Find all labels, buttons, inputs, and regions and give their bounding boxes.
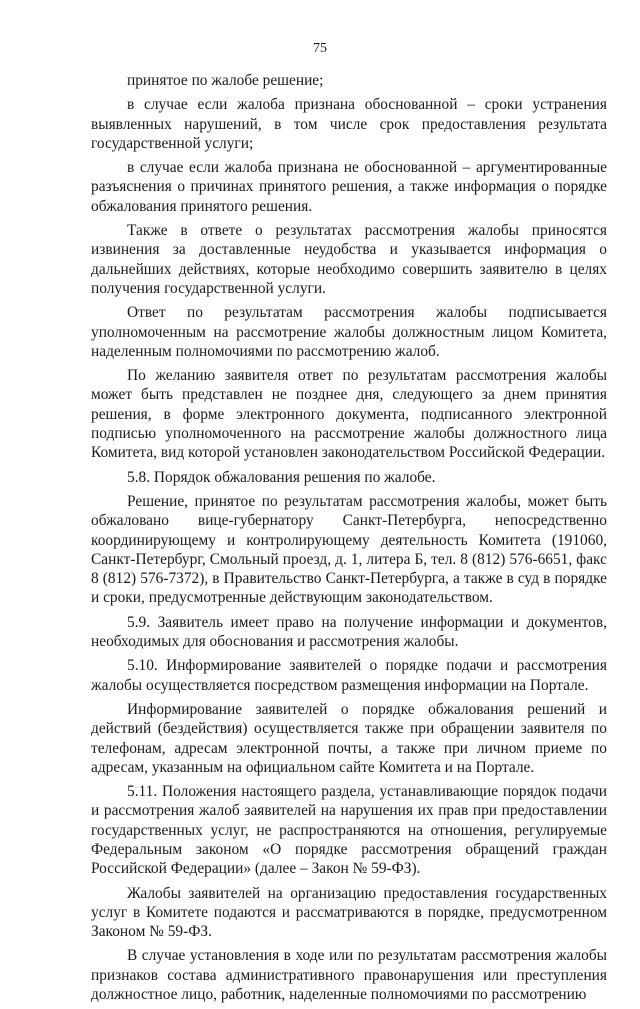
paragraph: 5.11. Положения настоящего раздела, устанавливающие порядок подачи и рассмотрения жалоб заявителей на нарушения их прав при предоставлении государственных услуг, не распространяются на отношения, регулируемые Федеральным законом «О порядке рассмотрения обращений граждан Российской Федерации» (далее – Закон № 59-ФЗ).	[91, 783, 607, 878]
document-body	[91, 71, 607, 1009]
paragraph: Также в ответе о результатах рассмотрения жалобы приносятся извинения за доставленные неудобства и указывается информация о дальнейших действиях, которые необходимо совершить заявителю в целях получения государственной услуги.	[91, 222, 607, 297]
paragraph: Решение, принятое по результатам рассмотрения жалобы, может быть обжаловано вице-губернатору Санкт-Петербурга, непосредственно координирующему и контролирующему деятельность Комитета (191060, Санкт-Петербург, Смольный проезд, д. 1, литера Б, тел. 8 (812) 576-6651, факс 8 (812) 576-7372), в Правительство Санкт-Петербурга, а также в суд в порядке и сроки, предусмотренные действующим законодательством.	[91, 492, 607, 607]
paragraph: По желанию заявителя ответ по результатам рассмотрения жалобы может быть представлен не позднее дня, следующего за днем принятия решения, в форме электронного документа, подписанного электронной подписью уполномоченного на рассмотрение жалобы должностного лица Комитета, вид которой установлен законодательством Российской Федерации.	[91, 367, 607, 462]
paragraph: в случае если жалоба признана обоснованной – сроки устранения выявленных нарушений, в том числе срок предоставления результата государственной услуги;	[91, 96, 607, 152]
paragraph: 5.9. Заявитель имеет право на получение информации и документов, необходимых для обоснования и рассмотрения жалобы.	[91, 613, 607, 651]
paragraph: 5.10. Информирование заявителей о порядке подачи и рассмотрения жалобы осуществляется посредством размещения информации на Портале.	[91, 657, 607, 694]
section-heading: 5.8. Порядок обжалования решения по жалобе.	[127, 468, 436, 486]
paragraph: в случае если жалоба признана не обоснованной – аргументированные разъяснения о причинах принятого решения, а также информация о порядке обжалования принятого решения.	[91, 159, 607, 215]
paragraph: Информирование заявителей о порядке обжалования решений и действий (бездействия) осуществляется также при обращении заявителя по телефонам, адресам электронной почты, а также при личном приеме по адресам, указанным на официальном сайте Комитета и на Портале.	[91, 700, 607, 776]
paragraph: В случае установления в ходе или по результатам рассмотрения жалобы признаков состава административного правонарушения или преступления должностное лицо, работник, наделенные полномочиями по рассмотрению	[91, 947, 607, 1004]
paragraph: Ответ по результатам рассмотрения жалобы подписывается уполномоченным на рассмотрение жалобы должностным лицом Комитета, наделенным полномочиями по рассмотрению жалоб.	[91, 304, 607, 360]
paragraph: принятое по жалобе решение;	[127, 72, 324, 89]
page-number: 75	[313, 41, 327, 56]
paragraph: Жалобы заявителей на организацию предоставления государственных услуг в Комитете подаются и рассматриваются в порядке, предусмотренном Законом № 59-ФЗ.	[91, 884, 607, 941]
